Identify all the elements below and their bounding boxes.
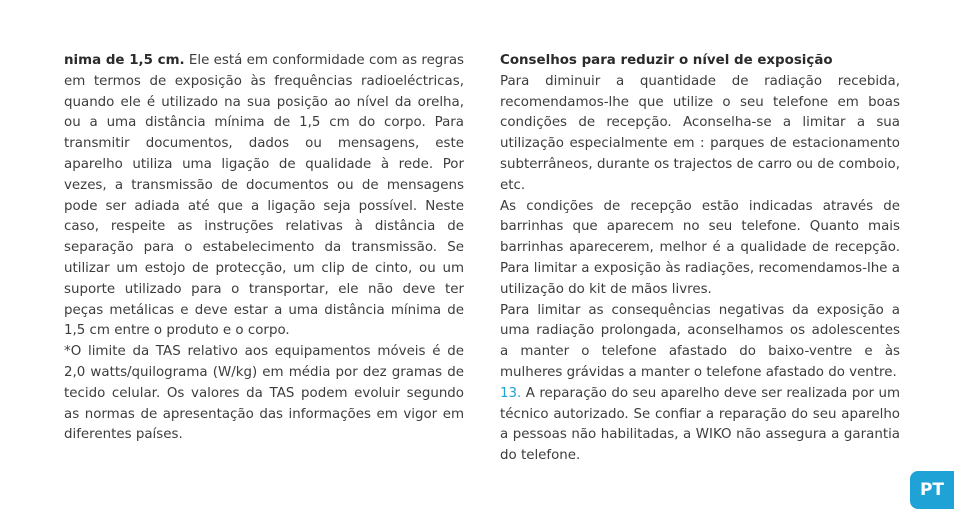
left-paragraph-2: *O limite da TAS relativo aos equipamentos móveis é de 2,0 watts/quilograma (W/kg) em média por dez gramas de tecido celular. Os valores da TAS podem evoluir segundo as normas de apresentação das informações em vigor em diferentes países. [64,344,464,443]
left-paragraph-1-body: Ele está em conformidade com as regras em termos de exposição às frequências radioeléctricas, quando ele é utilizado na sua posição ao nível da orelha, ou a uma distância mínima de 1,5 cm do corpo. Para transmitir documentos, dados ou mensagens, este aparelho utiliza uma ligação de qualidade à rede. Por vezes, a transmissão de documentos ou de mensagens pode ser adiada até que a ligação seja possível. Neste caso, respeite as instruções relativas à distância de separação para o estabelecimento da transmissão. Se utilizar um estojo de protecção, um clip de cinto, ou um suporte utilizado para o transportar, ele não deve ter peças metálicas e deve estar a uma distância mínima de 1,5 cm entre o produto e o corpo. [64,53,464,339]
section-heading: Conselhos para reduzir o nível de exposição [500,53,833,68]
item-number: 13. [500,385,522,401]
right-paragraph-1: Para diminuir a quantidade de radiação recebida, recomendamos-lhe que utilize o seu telefone em boas condições de recepção. Aconselha-se a limitar a sua utilização especialmente em : parques de estacionamento subterrâneos, durante os trajectos de carro ou de comboio, etc. [500,73,900,193]
right-paragraph-4 [500,384,900,467]
right-text-column [500,51,900,467]
left-text-column [64,51,464,446]
right-paragraph-4-body: A reparação do seu aparelho deve ser realizada por um técnico autorizado. Se confiar a reparação do seu aparelho a pessoas não habilitadas, a WIKO não assegura a garantia do telefone. [500,385,900,464]
lead-text: nima de 1,5 cm. [64,53,185,68]
left-paragraph-1 [64,51,464,342]
language-tab[interactable]: PT [910,471,954,509]
right-paragraph-2: As condições de recepção estão indicadas através de barrinhas que aparecem no seu telefone. Quanto mais barrinhas aparecerem, melhor é a qualidade de recepção. Para limitar a exposição às radiações, recomendamos-lhe a utilização do kit de mãos livres. [500,198,900,297]
right-paragraph-3: Para limitar as consequências negativas da exposição a uma radiação prolongada, aconselhamos os adolescentes a manter o telefone afastado do baixo-ventre e às mulheres grávidas a manter o telefone afastado do ventre. [500,302,900,380]
